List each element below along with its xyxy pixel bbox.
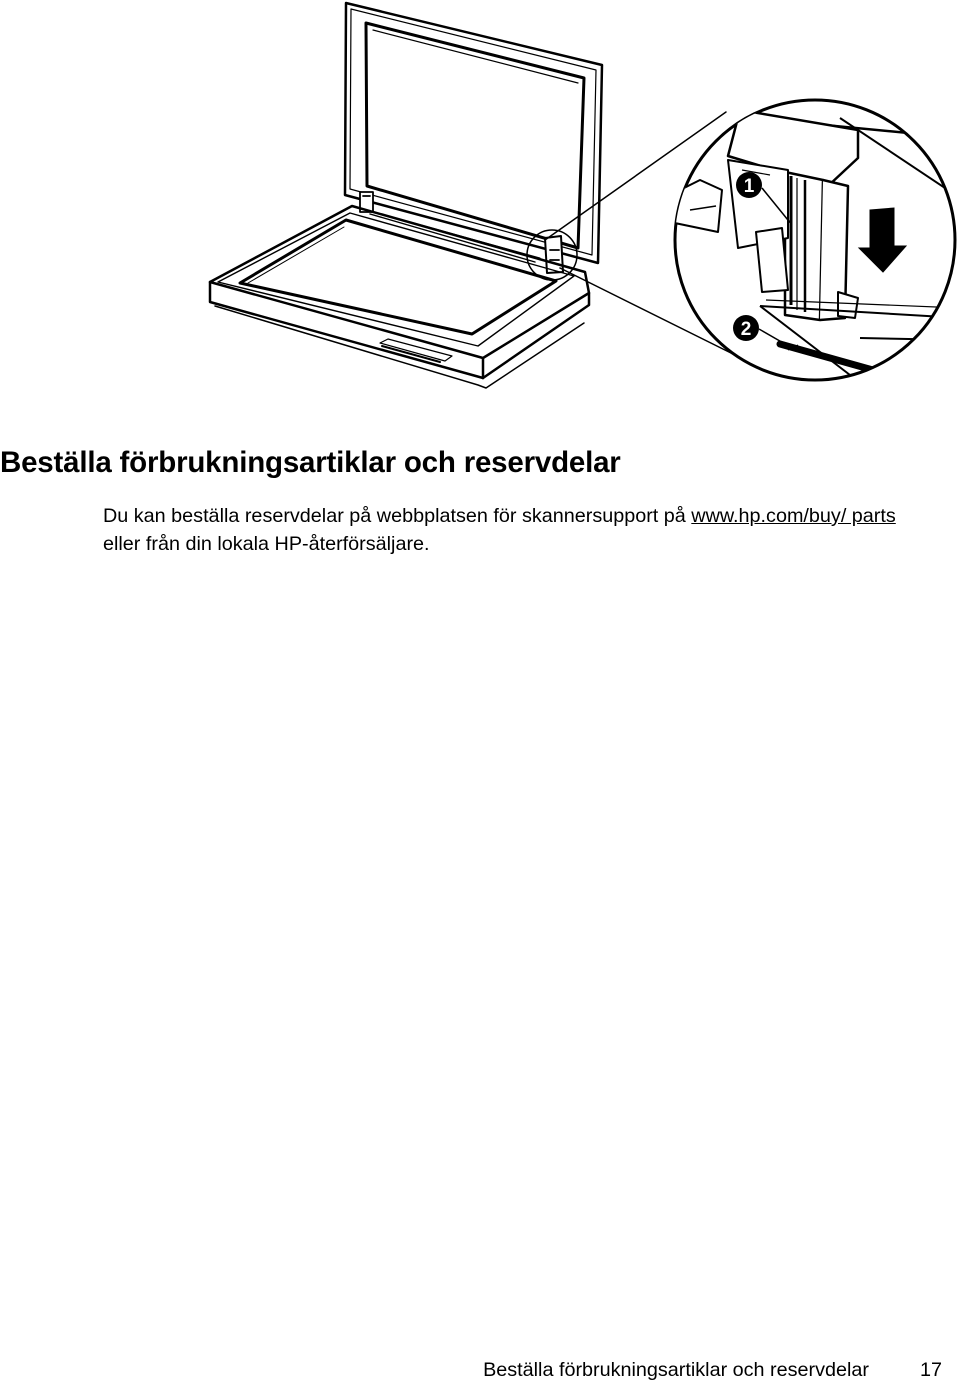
scanner-lid: [345, 3, 602, 263]
scanner-illustration: [0, 0, 960, 400]
body-text-before: Du kan beställa reservdelar på webbplatsen för skannersupport på: [103, 505, 692, 527]
callout-1-label: 1: [743, 176, 755, 197]
page-footer: [0, 1359, 960, 1385]
section-title: Beställa förbrukningsartiklar och reservdelar: [0, 446, 621, 479]
parts-link[interactable]: www.hp.com/buy/ parts: [691, 505, 896, 527]
zoom-detail: [670, 100, 960, 380]
body-text-after: eller från din lokala HP-återförsäljare.: [103, 532, 430, 555]
footer-title: Beställa förbrukningsartiklar och reservdelar: [483, 1359, 869, 1381]
page-number: 17: [919, 1359, 942, 1381]
callout-2-label: 2: [740, 319, 752, 340]
body-paragraph: [103, 503, 933, 558]
